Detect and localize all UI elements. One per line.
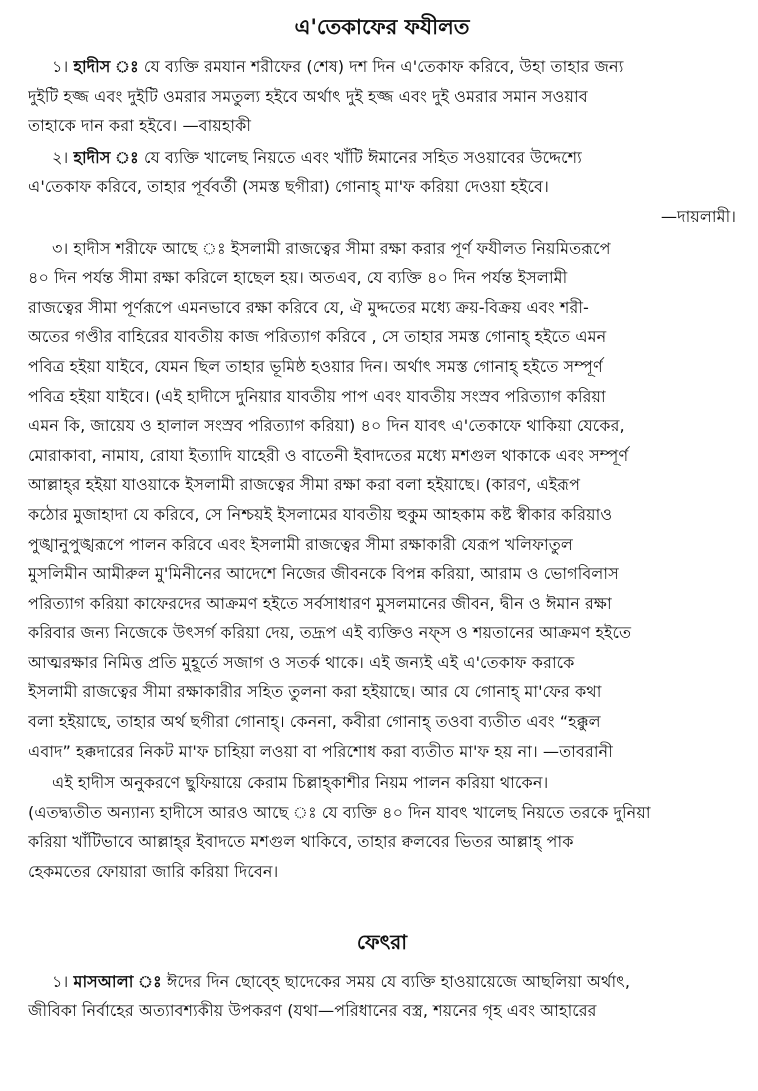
text-line [28, 768, 736, 798]
text-line [28, 967, 736, 997]
item-number: ১। [52, 57, 69, 76]
text-line [28, 143, 736, 173]
text-line [28, 52, 736, 82]
indent [28, 773, 52, 792]
text-line: রাজত্বের সীমা পূর্ণরূপে এমনভাবে রক্ষা করিবে যে, ঐ মুদ্দতের মধ্যে ক্রয়-বিক্রয় এবং শরী- [28, 297, 589, 317]
text-line: এমন কি, জায়েয ও হালাল সংস্রব পরিত্যাগ করিয়া) ৪০ দিন যাবৎ এ'তেকাফে থাকিয়া যেকের, [28, 416, 625, 436]
line-text: যে ব্যক্তি রমযান শরীফের (শেষ) দশ দিন এ'তেকাফ করিবে, উহা তাহার জন্য [143, 57, 624, 76]
text-line: করিয়া খাঁটিভাবে আল্লাহ্‌র ইবাদতে মশগুল থাকিবে, তাহার ক্বলবের ভিতর আল্লাহ্ পাক [28, 832, 574, 852]
text-line [28, 234, 736, 264]
paragraph-hadith-2 [28, 143, 736, 232]
text-line: মুসলিমীন আমীরুল মু'মিনীনের আদেশে নিজের জীবনকে বিপন্ন করিয়া, আরাম ও ভোগবিলাস [28, 564, 619, 584]
text-line: পুঙ্খানুপুঙ্খরূপে পালন করিবে এবং ইসলামী রাজত্বের সীমা রক্ষাকারী যেরূপ খলিফাতুল [28, 534, 573, 554]
line-text: এই হাদীস অনুকরণে ছুফিয়ায়ে কেরাম চিল্লাহ্‌কাশীর নিয়ম পালন করিয়া থাকেন। [52, 773, 549, 793]
source-citation: —দায়লামী। [660, 206, 736, 226]
item-number: ২। [52, 147, 69, 167]
text-line: (এতদ্ব্যতীত অন্যান্য হাদীসে আরও আছে ঃ যে ব্যক্তি ৪০ দিন যাবৎ খালেছ নিয়তে তরকে দুনিয়া [28, 802, 651, 822]
text-line: পবিত্র হইয়া যাইবে। (এই হাদীসে দুনিয়ার যাবতীয় পাপ এবং যাবতীয় সংস্রব পরিত্যাগ করিয়া [28, 386, 606, 406]
text-line: বলা হইয়াছে, তাহার অর্থ ছগীরা গোনাহ্। কেননা, কবীরা গোনাহ্ তওবা ব্যতীত এবং “হক্কুল [28, 712, 601, 732]
lead-term: হাদীস ঃ [73, 147, 139, 167]
text-line: জীবিকা নির্বাহের অত্যাবশ্যকীয় উপকরণ (যথা—পরিধানের বস্ত্র, শয়নের গৃহ এবং আহারের [28, 1001, 597, 1021]
line-text: ঈদের দিন ছোব্হে ছাদেকের সময় যে ব্যক্তি হাওয়ায়েজে আছলিয়া অর্থাৎ, [166, 971, 630, 991]
text-line: মোরাকাবা, নামায, রোযা ইত্যাদি যাহেরী ও বাতেনী ইবাদতের মধ্যে মশগুল থাকাকে এবং সম্পূর্ণ [28, 445, 629, 465]
text-line: ৪০ দিন পর্যন্ত সীমা রক্ষা করিলে হাছেল হয়। অতএব, যে ব্যক্তি ৪০ দিন পর্যন্ত ইসলামী [28, 268, 568, 288]
text-line: করিবার জন্য নিজেকে উৎসর্গ করিয়া দেয়, তদ্রূপ এই ব্যক্তিও নফ্‌স ও শয়তানের আক্রমণ হইতে [28, 623, 632, 643]
lead-term: মাসআলা ঃ [73, 971, 162, 991]
paragraph-hadith-3 [28, 234, 736, 767]
paragraph-masala-1 [28, 967, 736, 1026]
text-line: কঠোর মুজাহাদা যে করিবে, সে নিশ্চয়ই ইসলামের যাবতীয় হুকুম আহকাম কষ্ট স্বীকার করিয়াও [28, 504, 613, 524]
line-text: হাদীস শরীফে আছে ঃ ইসলামী রাজত্বের সীমা রক্ষা করার পূর্ণ ফযীলত নিয়মিতরূপে [73, 238, 611, 258]
text-line: আল্লাহ্‌র হইয়া যাওয়াকে ইসলামী রাজত্বের সীমা রক্ষা করা বলা হইয়াছে। (কারণ, এইরূপ [28, 475, 581, 495]
lead-term: হাদীস ঃ [73, 57, 139, 76]
paragraph-commentary [28, 768, 736, 886]
text-line: পরিত্যাগ করিয়া কাফেরদের আক্রমণ হইতে সর্বসাধারণ মুসলমানের জীবন, দ্বীন ও ঈমান রক্ষা [28, 593, 612, 613]
section-title: ফেৎরা [356, 929, 408, 954]
page-title: এ'তেকাফের ফযীলত [294, 15, 470, 39]
item-number: ১। [52, 971, 69, 991]
text-line: এ'তেকাফ করিবে, তাহার পূর্ববর্তী (সমস্ত ছগীরা) গোনাহ্ মা'ফ করিয়া দেওয়া হইবে। [28, 177, 549, 197]
item-number: ৩। [52, 238, 69, 258]
text-line: তাহাকে দান করা হইবে। —বায়হাকী [28, 116, 252, 136]
text-line: আত্মরক্ষার নিমিত্ত প্রতি মুহূর্তে সজাগ ও সতর্ক থাকে। এই জন্যই এই এ'তেকাফ করাকে [28, 652, 575, 672]
text-line: পবিত্র হইয়া যাইবে, যেমন ছিল তাহার ভূমিষ্ঠ হওয়ার দিন। অর্থাৎ সমস্ত গোনাহ্ হইতে সম্পূর্ণ [28, 356, 603, 376]
paragraph-hadith-1 [28, 52, 736, 141]
text-line: ইসলামী রাজত্বের সীমা রক্ষাকারীর সহিত তুলনা করা হইয়াছে। আর যে গোনাহ্ মা'ফের কথা [28, 682, 602, 702]
text-line: এবাদ” হক্কদারের নিকট মা'ফ চাহিয়া লওয়া বা পরিশোধ করা ব্যতীত মা'ফ হয় না। —তাবরানী [28, 741, 613, 761]
line-text: যে ব্যক্তি খালেছ নিয়তে এবং খাঁটি ঈমানের সহিত সওয়াবের উদ্দেশ্যে [143, 147, 582, 167]
text-line: হেকমতের ফোয়ারা জারি করিয়া দিবেন। [28, 862, 279, 882]
text-line: অতের গণ্ডীর বাহিরের যাবতীয় কাজ পরিত্যাগ করিবে , সে তাহার সমস্ত গোনাহ্ হইতে এমন [28, 327, 607, 347]
text-line: দুইটি হজ্জ এবং দুইটি ওমরার সমতুল্য হইবে অর্থাৎ দুই হজ্জ এবং দুই ওমরার সমান সওয়াব [28, 86, 588, 106]
